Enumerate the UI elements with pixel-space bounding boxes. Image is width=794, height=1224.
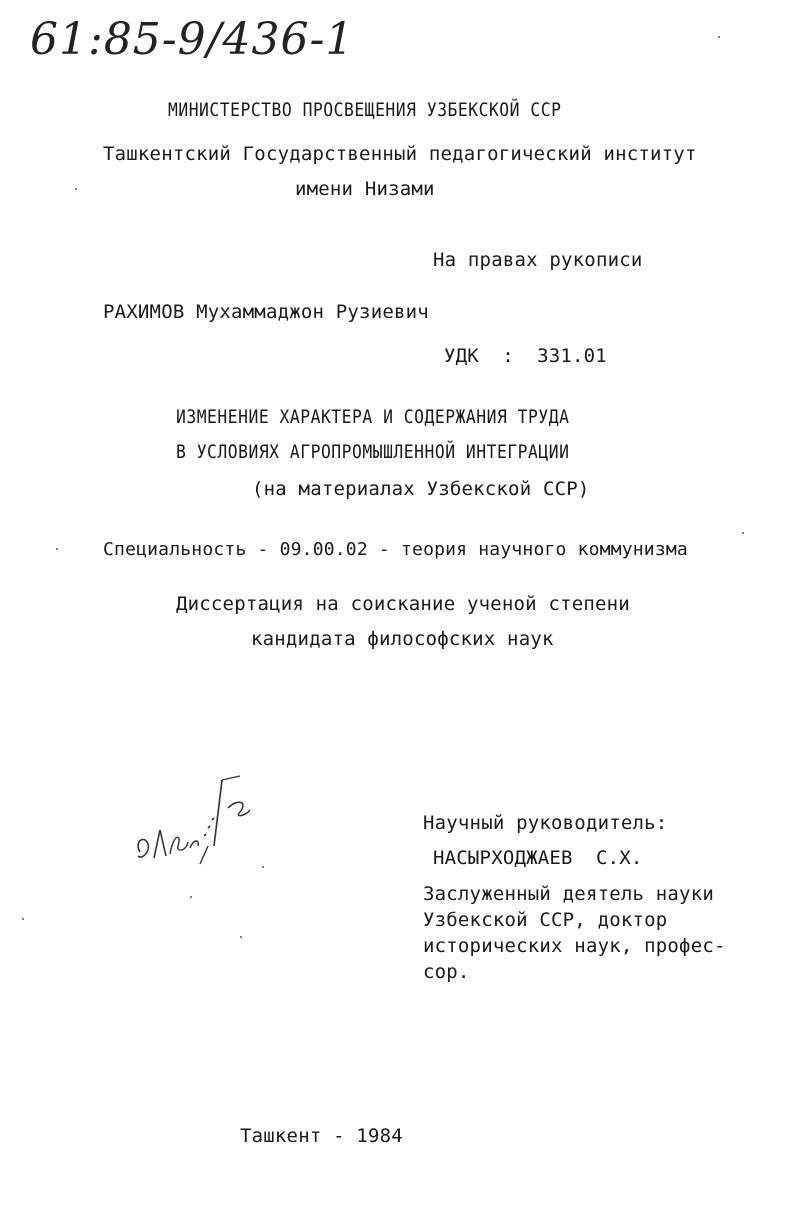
thesis-title-line2: В УСЛОВИЯХ АГРОПРОМЫШЛЕННОЙ ИНТЕГРАЦИИ [176,441,570,463]
dissertation-degree-line2: кандидата философских наук [251,628,554,650]
city-year: Ташкент - 1984 [240,1125,403,1147]
supervisor-title-line1: Заслуженный деятель науки [423,883,714,905]
archive-mark-handwritten: 61:85-9/436-1 [30,14,355,65]
institute-name-line2: имени Низами [295,178,435,200]
scan-speck [75,188,77,190]
scan-speck [742,532,744,534]
udc-code: УДК : 331.01 [444,345,607,367]
scan-speck [190,896,192,898]
thesis-title-line3: (на материалах Узбекской ССР) [252,478,590,500]
supervisor-title-line3: исторических наук, профес- [423,935,726,957]
scan-speck [56,548,58,550]
institute-name-line1: Ташкентский Государственный педагогический институт [103,143,697,165]
scan-speck [240,936,242,938]
supervisor-title-line2: Узбекской ССР, доктор [423,909,668,931]
ministry-heading: МИНИСТЕРСТВО ПРОСВЕЩЕНИЯ УЗБЕКСКОЙ ССР [168,99,562,121]
scan-speck [718,36,720,38]
thesis-title-line1: ИЗМЕНЕНИЕ ХАРАКТЕРА И СОДЕРЖАНИЯ ТРУДА [176,406,570,428]
supervisor-label: Научный руководитель: [423,812,668,834]
handwritten-signature [130,772,260,872]
author-name: РАХИМОВ Мухаммаджон Рузиевич [103,301,429,323]
scan-speck [262,866,264,868]
manuscript-rights-note: На правах рукописи [433,249,643,271]
specialty-line: Специальность - 09.00.02 - теория научного коммунизма [103,539,688,560]
dissertation-degree-line1: Диссертация на соискание ученой степени [176,593,630,615]
scan-speck [22,918,24,920]
supervisor-name: НАСЫРХОДЖАЕВ С.Х. [433,847,643,869]
supervisor-title-line4: сор. [423,961,470,983]
